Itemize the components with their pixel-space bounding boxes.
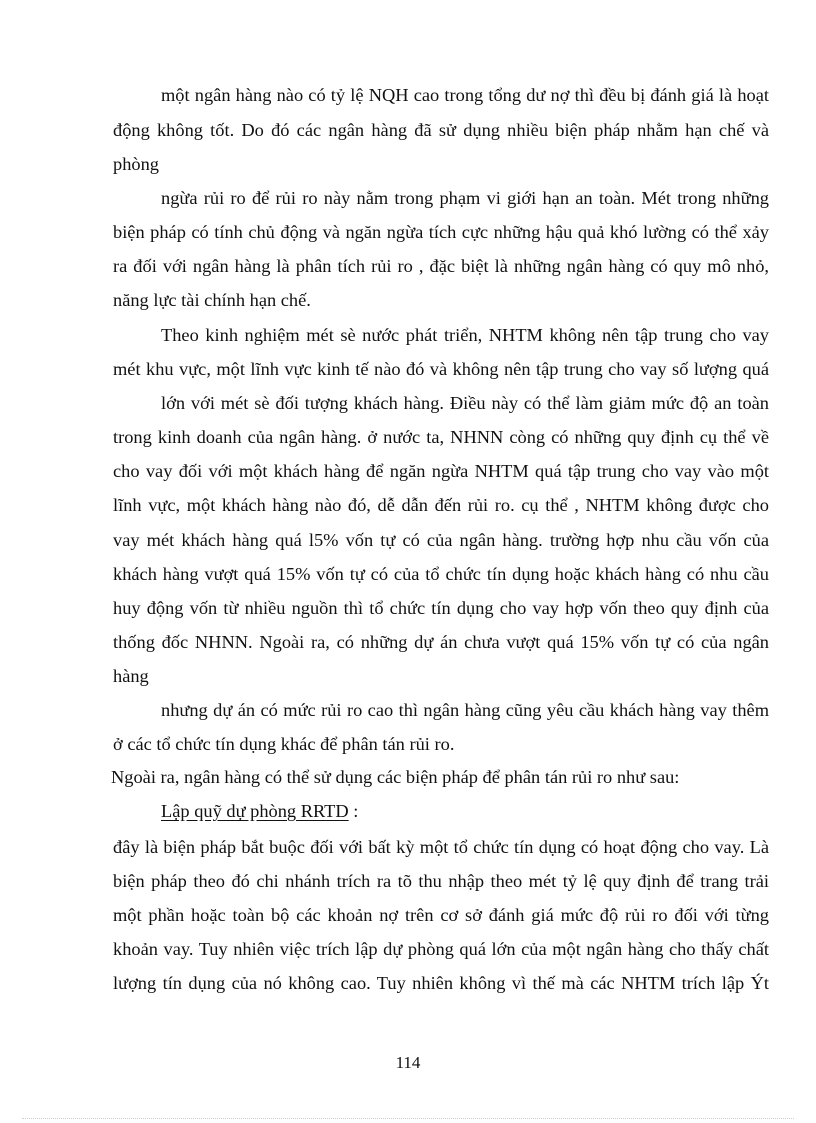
text-line: hàng xyxy=(113,666,149,686)
section-heading xyxy=(161,794,769,828)
text-line: khách hàng vượt quá 15% vốn tự có của tổ chức tín dụng hoặc khách hàng có nhu cầu xyxy=(113,564,769,584)
text-line: thống đốc NHNN. Ngoài ra, có những dự án chưa vượt quá 15% vốn tự có của ngân xyxy=(113,632,769,652)
text-line: lượng tín dụng của nó không cao. Tuy nhiên không vì thế mà các NHTM trích lập Ýt xyxy=(113,973,769,993)
section-heading-text: Lập quỹ dự phòng RRTD xyxy=(161,801,349,821)
text-line: huy động vốn từ nhiều nguồn thì tổ chức tín dụng cho vay hợp vốn theo quy định của xyxy=(113,598,769,618)
text-line: biện pháp theo đó chi nhánh trích ra tõ thu nhập theo mét tỷ lệ quy định để trang trải xyxy=(113,871,769,891)
text-line: phòng xyxy=(113,154,159,174)
text-line: năng lực tài chính hạn chế. xyxy=(113,290,311,310)
text-line: động không tốt. Do đó các ngân hàng đã sử dụng nhiều biện pháp nhằm hạn chế và xyxy=(113,120,769,140)
text-line: đây là biện pháp bắt buộc đối với bất kỳ một tổ chức tín dụng có hoạt động cho vay. Là xyxy=(113,837,769,857)
text-line: lĩnh vực, một khách hàng nào đó, dễ dẫn đến rủi ro. cụ thể , NHTM không được cho xyxy=(113,495,769,515)
text-line: một ngân hàng nào có tỷ lệ NQH cao trong tổng dư nợ thì đều bị đánh giá là hoạt xyxy=(161,85,769,105)
text-line: trong kinh doanh của ngân hàng. ở nước ta, NHNN còng có những quy định cụ thể về xyxy=(113,427,769,447)
page-number: 114 xyxy=(395,1053,421,1072)
footer-divider xyxy=(22,1118,794,1119)
text-line: Theo kinh nghiệm mét sè nước phát triển, NHTM không nên tập trung cho vay xyxy=(161,325,769,345)
text-line: vay mét khách hàng quá l5% vốn tự có của ngân hàng. trường hợp nhu cầu vốn của xyxy=(113,530,769,550)
text-line: lớn với mét sè đối tượng khách hàng. Điều này có thể làm giảm mức độ an toàn xyxy=(161,393,769,413)
text-line: ra đối với ngân hàng là phân tích rủi ro , đặc biệt là những ngân hàng có quy mô nhỏ, xyxy=(113,256,769,276)
text-line: Ngoài ra, ngân hàng có thể sử dụng các biện pháp để phân tán rủi ro như sau: xyxy=(111,767,680,787)
text-line: nhưng dự án có mức rủi ro cao thì ngân hàng cũng yêu cầu khách hàng vay thêm xyxy=(161,700,769,720)
text-line: cho vay đối với một khách hàng để ngăn ngừa NHTM quá tập trung cho vay vào một xyxy=(113,461,769,481)
text-line: ở các tổ chức tín dụng khác để phân tán rủi ro. xyxy=(113,734,455,754)
section-heading-suffix: : xyxy=(348,801,359,821)
text-line: biện pháp có tính chủ động và ngăn ngừa tích cực những hậu quả khó lường có thể xảy xyxy=(113,222,769,242)
text-line: khoản vay. Tuy nhiên việc trích lập dự phòng quá lớn của một ngân hàng cho thấy chất xyxy=(113,939,769,959)
text-line: ngừa rủi ro để rủi ro này nằm trong phạm vi giới hạn an toàn. Mét trong những xyxy=(161,188,769,208)
text-line: một phần hoặc toàn bộ các khoản nợ trên cơ sở đánh giá mức độ rủi ro đối với từng xyxy=(113,905,769,925)
text-line: mét khu vực, một lĩnh vực kinh tế nào đó và không nên tập trung cho vay số lượng quá xyxy=(113,359,769,379)
